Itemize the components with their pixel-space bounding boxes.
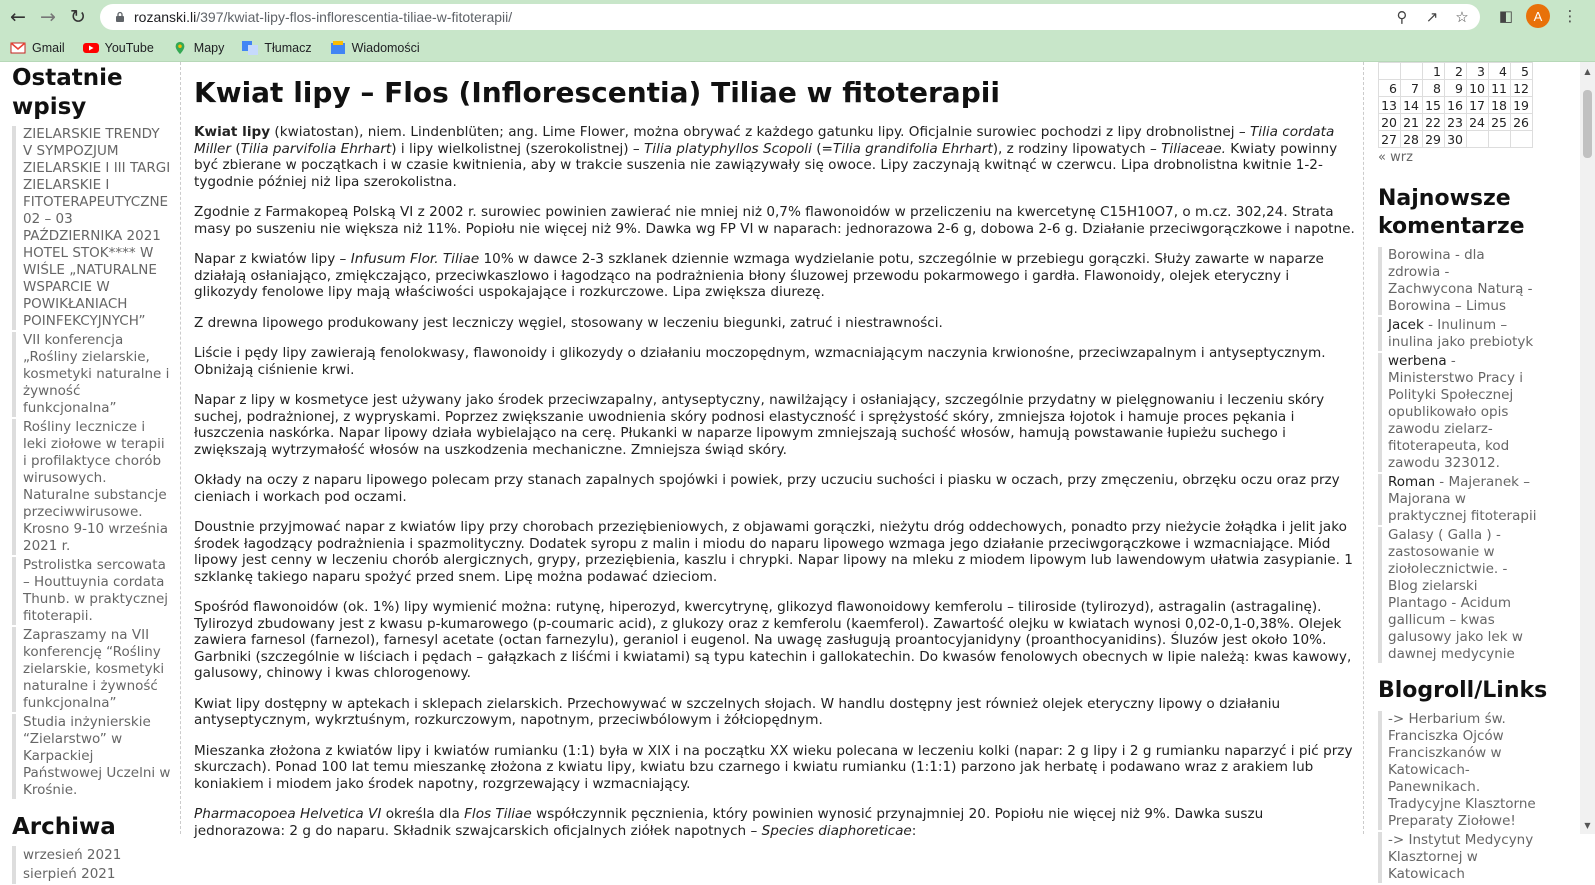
- calendar-prev-month-link[interactable]: « wrz: [1378, 150, 1413, 165]
- left-sidebar: [12, 64, 172, 884]
- comment-item[interactable]: Roman - Majeranek – Majorana w praktycznej fitoterapii: [1378, 474, 1538, 525]
- post-paragraph: Kwiat lipy (kwiatostan), niem. Lindenblüten; ang. Lime Flower, można obrywać z każdego gatunku lipy. Oficjalnie surowiec pochodzi z lipy drobnolistnej – Tilia cordata Miller (Tilia parvifolia Ehrhart) i lipy wielkolistnej (szerokolistnej) – Tilia platyphyllos Scopoli (=Tilia grandifolia Ehrhart), z rodziny lipowatych – Tiliaceae. Kwiaty powinny być zbierane w początkach i w czasie kwitnienia, aby w trakcie suszenia nie zawiązywały się owoce. Lipy zaczynają kwitnąć w czerwcu. Lipa drobnolistna kwitnie 1-2-tygodnie później niż lipa szerokolistna.: [194, 124, 1338, 190]
- bookmark-news[interactable]: Wiadomości: [330, 41, 420, 55]
- calendar-day: 11: [1489, 80, 1511, 97]
- calendar-day: 22: [1423, 114, 1445, 131]
- calendar-day: [1467, 131, 1489, 148]
- calendar-day: [1511, 131, 1533, 148]
- bookmark-gmail[interactable]: Gmail: [10, 41, 65, 55]
- recent-posts-title: Ostatnie wpisy: [12, 65, 123, 120]
- calendar-day: 12: [1511, 80, 1533, 97]
- calendar-day: 10: [1467, 80, 1489, 97]
- calendar-day: 16: [1445, 97, 1467, 114]
- back-arrow-icon[interactable]: ←: [10, 6, 26, 28]
- calendar-week-row: [1379, 97, 1533, 114]
- calendar-day: 9: [1445, 80, 1467, 97]
- recent-comments-list: [1378, 247, 1538, 663]
- post-paragraph: Pharmacopoea Helvetica VI określa dla Flos Tiliae współczynnik pęcznienia, który powinien wynosić przynajmniej 20. Popiołu nie więcej niż 9%. Dawka suszu jednorazowa: 2 g do naparu. Składnik szwajcarskich oficjalnych ziółek napotnych – Species diaphoreticae:: [194, 806, 1264, 839]
- share-icon[interactable]: ↗: [1425, 8, 1439, 26]
- browser-toolbar: [0, 0, 1595, 34]
- post-title: Kwiat lipy – Flos (Inflorescentia) Tiliae w fitoterapii: [194, 76, 1000, 109]
- youtube-icon: [83, 41, 99, 55]
- calendar-day: 3: [1467, 63, 1489, 80]
- calendar-week-row: [1379, 131, 1533, 148]
- bookmarks-bar: [0, 34, 1595, 62]
- archives-list: [12, 846, 172, 884]
- recent-comments-title: Najnowsze komentarze: [1378, 186, 1525, 239]
- calendar-day: 5: [1511, 63, 1533, 80]
- url-text[interactable]: rozanski.li/397/kwiat-lipy-flos-inflorescentia-tiliae-w-fitoterapii/: [134, 9, 513, 25]
- avatar[interactable]: A: [1526, 4, 1550, 28]
- menu-dots-icon[interactable]: ⋮: [1562, 7, 1578, 25]
- blogroll-title: Blogroll/Links: [1378, 678, 1548, 703]
- post-paragraph: Napar z kwiatów lipy – Infusum Flor. Tiliae 10% w dawce 2-3 szklanek dziennie wzmaga wydzielanie potu, szczególnie w przebiegu gorączki. Służy zawarte w naparze działają osłaniająco, zmiękczająco, przeciwkaszlowo i łagodząco na podrażnienia błony śluzowej przewodu pokarmowego i gardła. Flawonoidy, olejek eteryczny i glikozydy fenolowe lipy mają właściwości uspokajające i rozkurczowe. Lipa zwiększa diurezę.: [194, 251, 1324, 300]
- calendar-day: 14: [1401, 97, 1423, 114]
- scroll-thumb[interactable]: [1583, 90, 1592, 158]
- archive-link[interactable]: sierpień 2021: [12, 865, 172, 884]
- post-content: [194, 76, 1356, 853]
- comment-item[interactable]: Jacek - Inulinum – inulina jako prebiotyk: [1378, 317, 1538, 351]
- blogroll-link[interactable]: -> Instytut Medycyny Klasztornej w Katowicach: [1378, 832, 1538, 883]
- calendar-day: 8: [1423, 80, 1445, 97]
- calendar-day: 24: [1467, 114, 1489, 131]
- recent-post-link[interactable]: Studia inżynierskie “Zielarstwo” w Karpackiej Państwowej Uczelni w Krośnie.: [12, 714, 172, 799]
- page-scrollbar[interactable]: [1580, 62, 1595, 834]
- star-icon[interactable]: ☆: [1455, 8, 1469, 26]
- gmail-icon: [10, 41, 26, 55]
- archives-title: Archiwa: [12, 814, 116, 840]
- scroll-down-icon[interactable]: ▼: [1584, 821, 1591, 830]
- calendar-day: 27: [1379, 131, 1401, 148]
- comment-item[interactable]: Borowina - dla zdrowia - Zachwycona Naturą - Borowina – Limus: [1378, 247, 1538, 315]
- calendar-day: 13: [1379, 97, 1401, 114]
- bookmark-translate[interactable]: Tłumacz: [242, 41, 311, 55]
- post-paragraph: Mieszanka złożona z kwiatów lipy i kwiatów rumianku (1:1) była w XIX i na początku XX wieku polecana w leczeniu kolki (napar: 2 g lipy i 2 g rumianku naparzyć i pić przy skurczach). Ponad 100 lat temu mieszankę złożona z kwiatu lipy, kwiatu bzu czarnego i kwiatu rumianku (1:1:1) parzono jak herbatę i podawano wraz z arakiem lub koniakiem i miodem jako środek napotny, rozgrzewający i wzmacniający.: [194, 742, 1353, 792]
- archive-link[interactable]: wrzesień 2021: [12, 846, 172, 865]
- calendar: [1378, 62, 1533, 148]
- zoom-icon[interactable]: ⚲: [1396, 8, 1408, 26]
- reload-icon[interactable]: ↻: [70, 6, 86, 28]
- calendar-day: [1489, 131, 1511, 148]
- news-icon: [330, 41, 346, 55]
- calendar-day: 15: [1423, 97, 1445, 114]
- scroll-up-icon[interactable]: ▲: [1584, 67, 1591, 76]
- calendar-day: 6: [1379, 80, 1401, 97]
- recent-post-link[interactable]: Rośliny lecznicze i leki ziołowe w terapii i profilaktyce chorób wirusowych. Naturalne substancje przeciwwirusowe. Krosno 9-10 września 2021 r.: [12, 419, 172, 555]
- calendar-day: [1379, 63, 1401, 80]
- post-paragraph: Z drewna lipowego produkowany jest leczniczy węgiel, stosowany w leczeniu biegunki, zatruć i niestrawności.: [194, 314, 943, 331]
- post-paragraph: Napar z lipy w kosmetyce jest używany jako środek przeciwzapalny, antyseptyczny, nawilżający i osłaniający, szczególnie przydatny w pielęgnowaniu i leczeniu skóry suchej, podrażnionej, z wypryskami. Poprzez zwiększanie uwodnienia skóry podnosi elastyczność i sprężystość skóry, zmniejsza łojotok i hamuje proces pękania i łuszczenia naskórka. Napar lipowy działa wybielająco na cerę. Płukanki w naparze lipowym zmniejszają suchość włosów, hamują powstawanie łupieżu suchego i zwiększają wytrzymałość włosów na uszkodzenia mechaniczne. Zmniejsza świąd skóry.: [194, 392, 1325, 458]
- recent-posts-list: [12, 126, 172, 799]
- comment-item[interactable]: werbena - Ministerstwo Pracy i Polityki Społecznej opublikowało opis zawodu zielarz-fitoterapeuta, kod zawodu 323012.: [1378, 353, 1538, 472]
- calendar-day: 25: [1489, 114, 1511, 131]
- calendar-day: 26: [1511, 114, 1533, 131]
- calendar-day: 18: [1489, 97, 1511, 114]
- calendar-day: 19: [1511, 97, 1533, 114]
- bookmark-maps[interactable]: Mapy: [172, 41, 225, 55]
- recent-post-link[interactable]: VII konferencja „Rośliny zielarskie, kosmetyki naturalne i żywność funkcjonalna”: [12, 332, 172, 417]
- side-panel-icon[interactable]: ◧: [1498, 7, 1514, 25]
- right-sidebar: [1378, 62, 1548, 885]
- calendar-day: 30: [1445, 131, 1467, 148]
- calendar-week-row: [1379, 114, 1533, 131]
- calendar-day: 23: [1445, 114, 1467, 131]
- post-paragraph: Doustnie przyjmować napar z kwiatów lipy przy chorobach przeziębieniowych, z objawami gorączki, nieżytu dróg oddechowych, ponadto przy nieżycie żołądka i jelit jako środek łagodzący podrażnienia i spazmolityczny. Dodatek syropu z malin i miodu do naparu lipowego wzmaga jego działanie przeciwgorączkowe i wzmacniające. Miód lipowy jest cenny w leczeniu chorób alergicznych, grypy, przeziębienia, kaszlu i chrypki. Napar lipowy na mleku z miodem lipowym lub lawendowym ułatwia zasypianie. 1 szklankę takiego naparu spożyć przed snem. Lipę można podawać dzieciom.: [194, 519, 1353, 585]
- recent-post-link[interactable]: ZIELARSKIE TRENDY V SYMPOZJUM ZIELARSKIE I III TARGI ZIELARSKIE I FITOTERAPEUTYCZNE 02 – 03 PAŹDZIERNIKA 2021 HOTEL STOK**** W WIŚLE „NATURALNE WSPARCIE W POWIKŁANIACH POINFEKCYJNYCH”: [12, 126, 172, 330]
- calendar-day: 29: [1423, 131, 1445, 148]
- calendar-week-row: [1379, 63, 1533, 80]
- calendar-day: 2: [1445, 63, 1467, 80]
- post-paragraph: Liście i pędy lipy zawierają fenolokwasy, flawonoidy i glikozydy o działaniu moczopędnym, wzmacniającym naczynia krwionośne, przeciwzapalnym i antyseptycznym. Obniżają ciśnienie krwi.: [194, 345, 1326, 378]
- blogroll-list: [1378, 711, 1538, 883]
- column-divider: [1363, 62, 1364, 834]
- calendar-day: [1401, 63, 1423, 80]
- comment-item[interactable]: Galasy ( Galla ) - zastosowanie w ziołolecznictwie. - Blog zielarski Plantago - Acidum gallicum – kwas galusowy jako lek w dawnej medycynie: [1378, 527, 1538, 663]
- recent-post-link[interactable]: Zapraszamy na VII konferencję “Rośliny zielarskie, kosmetyki naturalne i żywność funkcjonalna”: [12, 627, 172, 712]
- blogroll-link[interactable]: -> Herbarium św. Franciszka Ojców Franciszkanów w Katowicach-Panewnikach. Tradycyjne Klasztorne Preparaty Ziołowe!: [1378, 711, 1538, 830]
- web-page: [0, 62, 1580, 882]
- address-bar[interactable]: [100, 4, 1480, 30]
- calendar-day: 21: [1401, 114, 1423, 131]
- calendar-day: 4: [1489, 63, 1511, 80]
- lock-icon: [114, 11, 126, 23]
- post-paragraph: Kwiat lipy dostępny w aptekach i sklepach zielarskich. Przechowywać w szczelnych słojach. W handlu dostępny jest również olejek eteryczny lipowy o działaniu antyseptycznym, wykrztuśnym, rozkurczowym, napotnym, przeciwbólowym i żółciopędnym.: [194, 695, 1281, 728]
- post-paragraph: Zgodnie z Farmakopeą Polską VI z 2002 r. surowiec powinien zawierać nie mniej niż 0,7% flawonoidów w przeliczeniu na kwercetynę C15H10O7, o m.cz. 302,24. Strata masy po suszeniu nie większa niż 11%. Popiołu nie więcej niż 9%. Dawka wg FP VI w naparach: jednorazowa 2-6 g, dobowa 2-6 g. Działanie przeciwgorączkowe i napotne.: [194, 204, 1355, 237]
- maps-pin-icon: [172, 41, 188, 55]
- calendar-week-row: [1379, 80, 1533, 97]
- calendar-day: 17: [1467, 97, 1489, 114]
- forward-arrow-icon[interactable]: →: [40, 6, 56, 28]
- column-divider: [180, 62, 181, 834]
- recent-post-link[interactable]: Pstrolistka sercowata – Houttuynia cordata Thunb. w praktycznej fitoterapii.: [12, 557, 172, 625]
- bookmark-youtube[interactable]: YouTube: [83, 41, 154, 55]
- calendar-day: 20: [1379, 114, 1401, 131]
- post-paragraph: Spośród flawonoidów (ok. 1%) lipy wymienić można: rutynę, hiperozyd, kwercytrynę, glikozyd flawonoidowy kemferolu – tiliroside (tylirozyd), astragalin (astragalinę). Tylirozyd zbudowany jest z kwasu p-kumarowego (p-coumaric acid), z glukozy oraz z kemferolu (kaemferol). Zawartość olejku w kwiatach wynosi 0,02-0,1-0,38%. Olejek zawiera farnesol (farnezol), farnesyl acetate (octan farnezylu), geraniol i eugenol. Na uwagę zasługują proantocyjanidyny (proanthocyanidins). Śluzów jest około 10%. Garbniki (szczególnie w liściach i pędach – gałązkach z liśćmi i kwiatami) są typu katechin i gallokatechin. Do kwasów fenolowych obecnych w lipie należą: kwas kawowy, galusowy, chinowy i kwas chlorogenowy.: [194, 599, 1352, 681]
- calendar-day: 1: [1423, 63, 1445, 80]
- translate-icon: [242, 41, 258, 55]
- post-paragraph: Okłady na oczy z naparu lipowego polecam przy stanach zapalnych spojówki i powiek, przy uczuciu suchości i piasku w oczach, przy zmęczeniu, obrzęku oczu oraz przy cieniach i workach pod oczami.: [194, 472, 1340, 505]
- calendar-day: 28: [1401, 131, 1423, 148]
- calendar-day: 7: [1401, 80, 1423, 97]
